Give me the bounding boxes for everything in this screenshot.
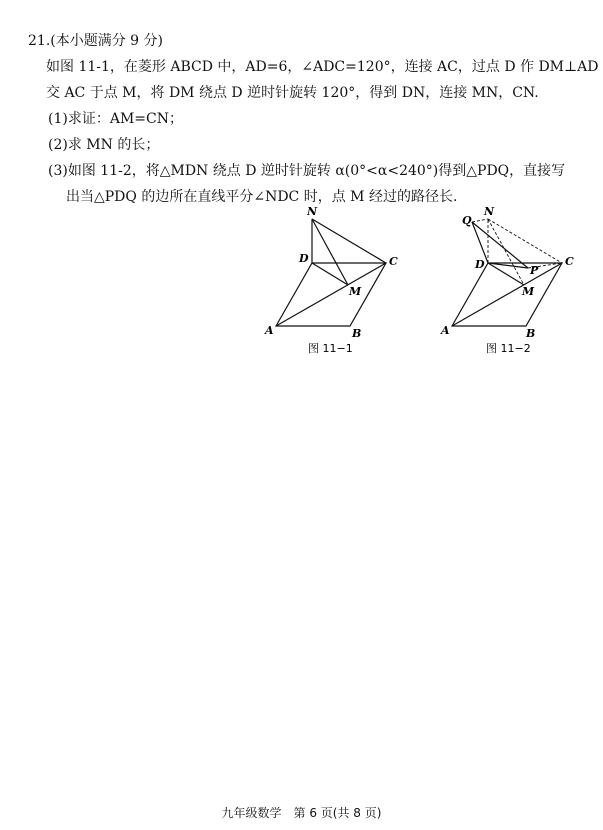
label-d-2: D [475, 258, 485, 271]
question-part-3: (3)如图 11-2，将△MDN 绕点 D 逆时针旋转 α(0°<α<240°)得到△PDQ，直接写 [48, 163, 566, 179]
caption-figure-11-2: 图 11−2 [486, 342, 531, 355]
label-a-1: A [265, 324, 274, 337]
segment-nc [312, 219, 386, 263]
dashed-lines-fig-2 [472, 219, 562, 285]
label-n-1: N [307, 205, 318, 218]
label-d-1: D [299, 252, 309, 265]
label-m-2: M [522, 285, 535, 298]
page-footer: 九年级数学 第 6 页(共 8 页) [221, 806, 382, 820]
label-a-2: A [441, 324, 450, 337]
label-b-2: B [526, 327, 536, 340]
question-part-1: (1)求证：AM=CN； [48, 111, 183, 127]
label-q-2: Q [462, 214, 472, 227]
label-c-1: C [389, 255, 398, 268]
question-part-2: (2)求 MN 的长； [48, 137, 160, 153]
label-m-1: M [349, 285, 362, 298]
label-b-1: B [352, 327, 362, 340]
label-n-2: N [484, 205, 495, 218]
question-number: 21.(本小题满分 9 分) [28, 33, 163, 49]
segment-nm [312, 219, 348, 285]
diagonal-ac-2 [452, 263, 562, 326]
caption-figure-11-1: 图 11−1 [308, 342, 353, 355]
diagonal-ac [276, 263, 386, 326]
figure-11-1 [276, 219, 386, 326]
label-p-2: P [530, 264, 539, 277]
question-line-2: 交 AC 于点 M，将 DM 绕点 D 逆时针旋转 120°，得到 DN，连接 MN，CN. [46, 85, 539, 101]
question-line-1: 如图 11-1，在菱形 ABCD 中，AD=6，∠ADC=120°，连接 AC，过点 D 作 DM⊥AD [46, 59, 599, 75]
figure-11-2 [452, 222, 562, 326]
label-c-2: C [565, 255, 574, 268]
question-part-3-cont: 出当△PDQ 的边所在直线平分∠NDC 时，点 M 经过的路径长. [66, 189, 458, 205]
